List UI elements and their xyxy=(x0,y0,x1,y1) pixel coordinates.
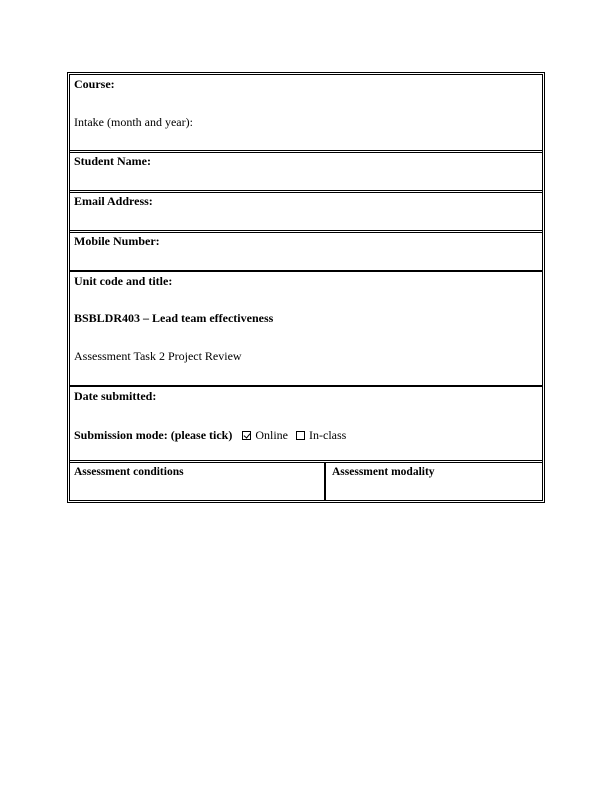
online-option-label: Online xyxy=(255,428,289,442)
intake-label: Intake (month and year): xyxy=(74,115,193,129)
checkbox-checked-icon[interactable] xyxy=(242,431,251,440)
student-name-label: Student Name: xyxy=(74,154,151,168)
form-inner-frame xyxy=(69,74,543,501)
divider-email xyxy=(70,230,542,233)
unit-title: BSBLDR403 – Lead team effectiveness xyxy=(74,311,274,325)
in-class-option[interactable] xyxy=(296,428,346,442)
online-option[interactable] xyxy=(242,428,288,442)
divider-student-name xyxy=(70,190,542,193)
assessment-conditions-cell xyxy=(70,463,326,501)
divider-course xyxy=(70,150,542,153)
assessment-row xyxy=(70,463,542,501)
assessment-cover-form xyxy=(67,72,545,503)
mobile-label: Mobile Number: xyxy=(74,234,160,248)
date-submitted-label: Date submitted: xyxy=(74,389,157,403)
divider-mobile xyxy=(70,270,542,272)
unit-label: Unit code and title: xyxy=(74,274,173,288)
assessment-task: Assessment Task 2 Project Review xyxy=(74,349,242,363)
submission-mode-label: Submission mode: (please tick) xyxy=(74,428,233,442)
assessment-modality-cell xyxy=(328,463,542,501)
submission-mode-row xyxy=(74,428,346,442)
assessment-modality-label: Assessment modality xyxy=(332,466,435,478)
checkbox-unchecked-icon[interactable] xyxy=(296,431,305,440)
course-label: Course: xyxy=(74,77,115,91)
divider-unit xyxy=(70,385,542,387)
in-class-option-label: In-class xyxy=(309,428,347,442)
email-label: Email Address: xyxy=(74,194,153,208)
assessment-conditions-label: Assessment conditions xyxy=(74,466,184,478)
